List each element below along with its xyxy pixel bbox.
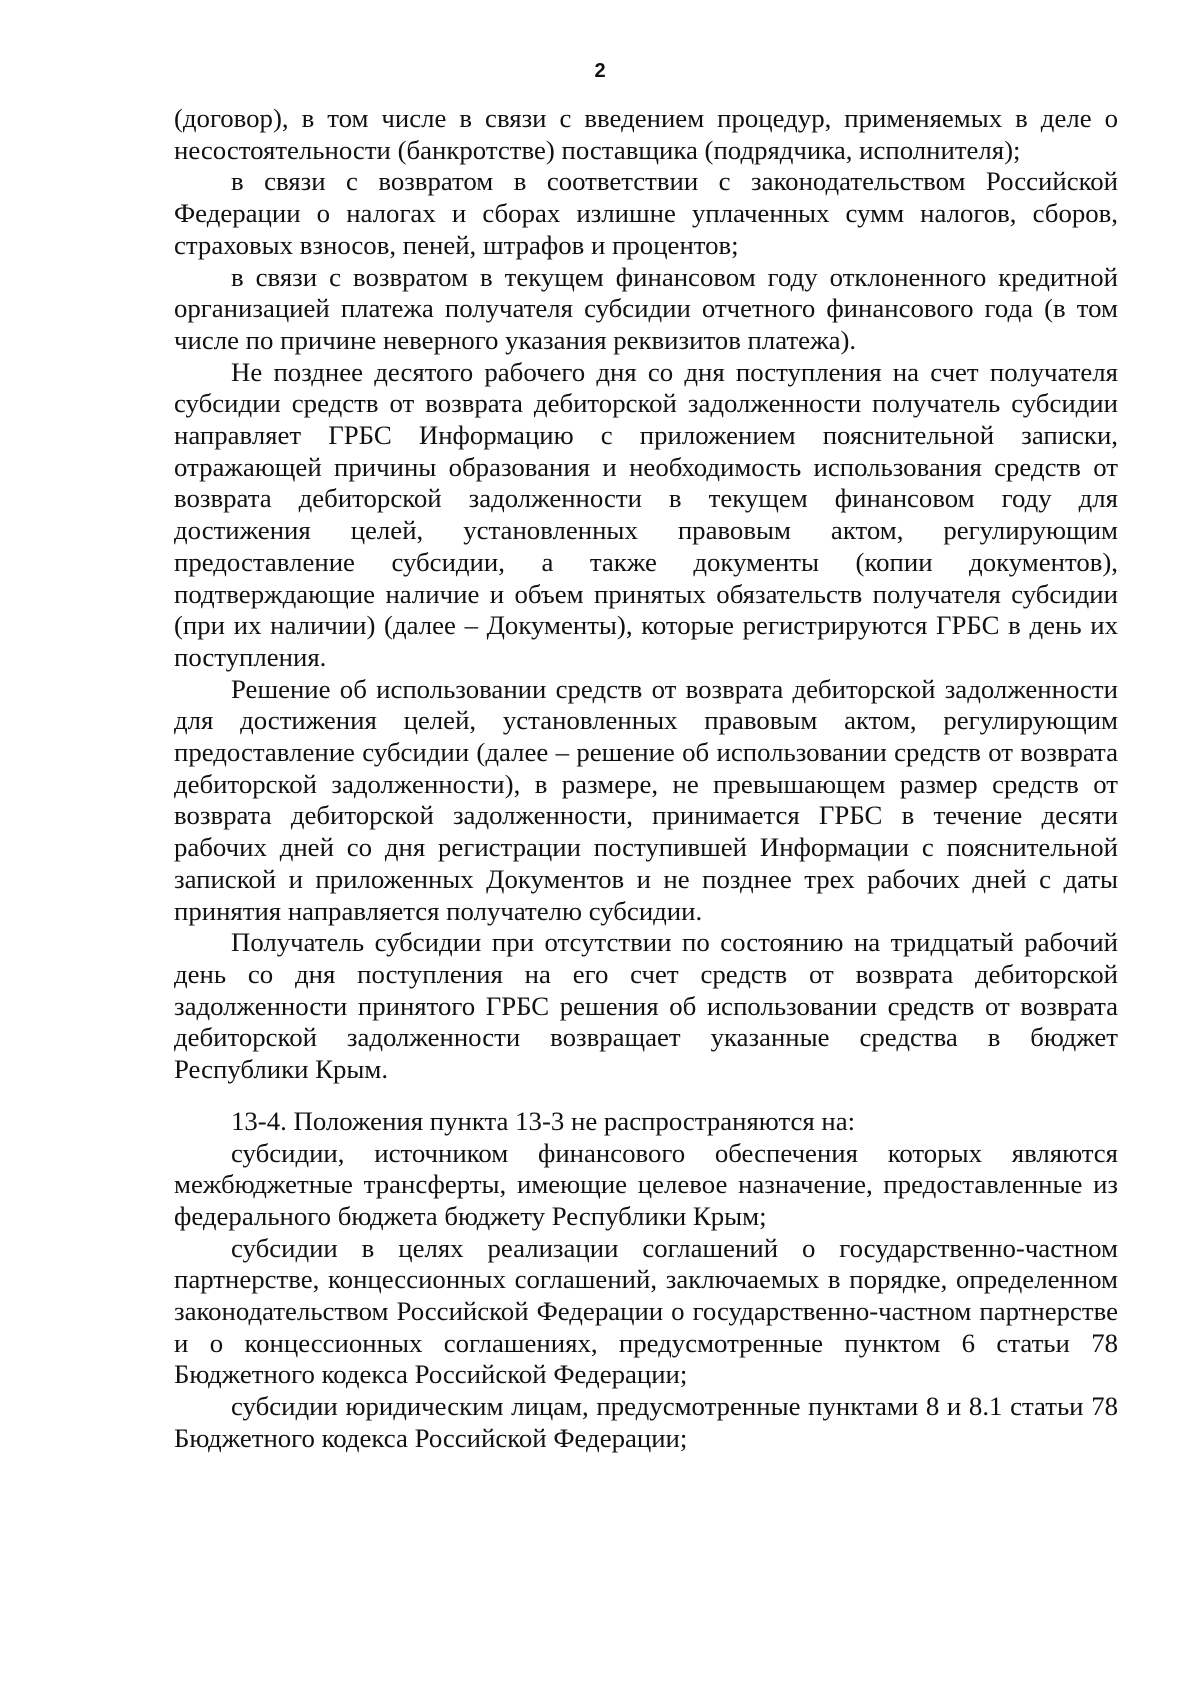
page-number: 2 — [594, 60, 606, 82]
paragraph-rejected-payment: в связи с возвратом в текущем финансовом году отклоненного кредитной организацией платежа получателя субсидии отчетного финансового года (в том числе по причине неверного указания реквизитов платежа). — [174, 261, 1118, 355]
paragraph-information-deadline: Не позднее десятого рабочего дня со дня поступления на счет получателя субсидии средств от возврата дебиторской задолженности получатель субсидии направляет ГРБС Информацию с приложением пояснительной записки, отражающей причины образования и необходимость использования средств от возврата дебиторской задолженности в текущем финансовом году для достижения целей, установленных правовым актом, регулирующим предоставление субсидии, а также документы (копии документов), подтверждающие наличие и объем принятых обязательств получателя субсидии (при их наличии) (далее – Документы), которые регистрируются ГРБС в день их поступления. — [174, 356, 1118, 672]
paragraph-legal-entities: субсидии юридическим лицам, предусмотренные пунктами 8 и 8.1 статьи 78 Бюджетного кодекса Российской Федерации; — [174, 1391, 1118, 1453]
paragraph-tax-refund: в связи с возвратом в соответствии с законодательством Российской Федерации о налогах и сборах излишне уплаченных сумм налогов, сборов, страховых взносов, пеней, штрафов и процентов; — [174, 166, 1118, 260]
document-body — [174, 103, 1118, 1455]
paragraph-public-private-partnership: субсидии в целях реализации соглашений о государственно-частном партнерстве, концессионных соглашений, заключаемых в порядке, определенном законодательством Российской Федерации о государственно-частном партнерстве и о концессионных соглашениях, предусмотренные пунктом 6 статьи 78 Бюджетного кодекса Российской Федерации; — [174, 1232, 1118, 1390]
paragraph-continuation: (договор), в том числе в связи с введением процедур, применяемых в деле о несостоятельности (банкротстве) поставщика (подрядчика, исполнителя); — [174, 103, 1118, 165]
paragraph-item-13-4: 13-4. Положения пункта 13-3 не распространяются на: — [231, 1105, 856, 1136]
paragraph-decision: Решение об использовании средств от возврата дебиторской задолженности для достижения целей, установленных правовым актом, регулирующим предоставление субсидии (далее – решение об использовании средств от возврата дебиторской задолженности), в размере, не превышающем размер средств от возврата дебиторской задолженности, принимается ГРБС в течение десяти рабочих дней со дня регистрации поступившей Информации с пояснительной запиской и приложенных Документов и не позднее трех рабочих дней с даты принятия направляется получателю субсидии. — [174, 673, 1118, 926]
paragraph-return-funds: Получатель субсидии при отсутствии по состоянию на тридцатый рабочий день со дня поступления на его счет средств от возврата дебиторской задолженности принятого ГРБС решения об использовании средств от возврата дебиторской задолженности возвращает указанные средства в бюджет Республики Крым. — [174, 927, 1118, 1085]
paragraph-interbudget-transfers: субсидии, источником финансового обеспечения которых являются межбюджетные трансферты, имеющие целевое назначение, предоставленные из федерального бюджета бюджету Республики Крым; — [174, 1137, 1118, 1231]
